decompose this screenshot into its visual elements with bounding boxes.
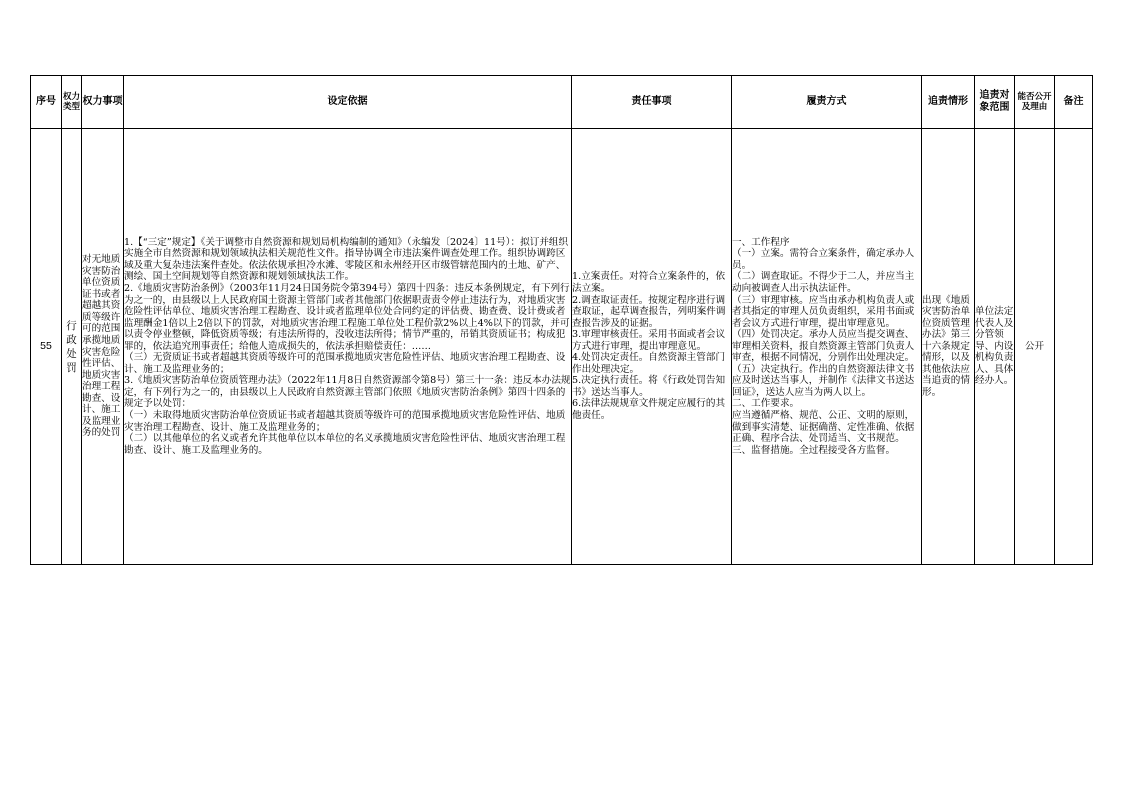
- responsibility-item: 5.决定执行责任。将《行政处罚告知书》送达当事人。: [572, 375, 726, 398]
- header-basis: 设定依据: [124, 76, 572, 129]
- method-item: 一、工作程序: [732, 236, 790, 248]
- responsibility-item: 6.法律法规规章文件规定应履行的其他责任。: [572, 398, 726, 421]
- basis-paragraph: 3.《地质灾害防治单位资质管理办法》（2022年11月8日自然资源部令第8号）第三十一条：违反本办法规定，有下列行为之一的，由县级以上人民政府自然资源主管部门依照《地质灾害防治条例》第四十四条的规定予以处罚：: [124, 375, 571, 410]
- header-method: 履责方式: [732, 76, 922, 129]
- cell-disclosure: 公开: [1015, 129, 1055, 565]
- table-header-row: [31, 76, 1093, 129]
- header-power-type: 权力类型: [62, 76, 82, 129]
- header-circumstance: 追责情形: [922, 76, 975, 129]
- cell-scope: 单位法定代表人及分管领导、内设机构负责人、具体经办人。: [975, 129, 1015, 565]
- method-item: 应当遵循严格、规范、公正、文明的原则，做到事实清楚、证据确凿、定性准确、依据正确、程序合法、处罚适当、文书规范。: [732, 410, 915, 445]
- responsibility-item: 1.立案责任。对符合立案条件的，依法立案。: [572, 271, 726, 294]
- header-responsibility: 责任事项: [572, 76, 732, 129]
- table-row: [31, 129, 1093, 565]
- cell-power-item: 对无地质灾害防治单位资质证书或者超越其资质等级许可的范围承揽地质灾害危险性评估、地质灾害治理工程勘查、设计、施工及监理业务的处罚: [82, 129, 124, 565]
- header-power-item: 权力事项: [82, 76, 124, 129]
- method-item: （三）审理审核。应当由承办机构负责人或者其指定的审理人员负责组织，采用书面或者会议方式进行审理，提出审理意见。: [732, 294, 915, 329]
- method-item: （四）处罚决定。承办人员应当提交调查、审理相关资料，报自然资源主管部门负责人审查，根据不同情况，分别作出处理决定。: [732, 329, 915, 364]
- cell-remarks: [1055, 129, 1093, 565]
- method-item: （五）决定执行。作出的自然资源法律文书应及时送达当事人，并制作《法律文书送达回证》，送达人应当为两人以上。: [732, 363, 915, 398]
- method-item: 三、监督措施。全过程接受各方监督。: [732, 444, 896, 456]
- basis-paragraph: 1.【“三定”规定】《关于调整市自然资源和规划局机构编制的通知》（永编发〔2024〕11号）：拟订并组织实施全市自然资源和规划领域执法相关规范性文件。指导协调全市违法案件调查处理工作。组织协调跨区域及重大复杂违法案件查处。依法依规承担冷水滩、零陵区和永州经开区市级管辖范围内的土地、矿产、测绘、国土空间规划等自然资源和规划领域执法工作。: [124, 236, 569, 283]
- method-item: （二）调查取证。不得少于二人，并应当主动向被调查人出示执法证件。: [732, 271, 915, 294]
- basis-paragraph: 2.《地质灾害防治条例》（2003年11月24日国务院令第394号）第四十四条：违反本条例规定，有下列行为之一的，由县级以上人民政府国土资源主管部门或者其他部门依据职责责令停止违法行为，对地质灾害危险性评估单位、地质灾害治理工程勘查、设计或者监理单位处合同约定的评估费、勘查费、设计费或者监理酬金1倍以上2倍以下的罚款，对地质灾害治理工程施工单位处工程价款2%以上4%以下的罚款，并可以责令停业整顿，降低资质等级；有违法所得的，没收违法所得；情节严重的，吊销其资质证书；构成犯罪的，依法追究刑事责任；给他人造成损失的，依法承担赔偿责任：……: [124, 282, 570, 352]
- header-disclosure: 能否公开及理由: [1015, 76, 1055, 129]
- header-remarks: 备注: [1055, 76, 1093, 129]
- cell-method: [732, 129, 922, 565]
- cell-responsibility: [572, 129, 732, 565]
- basis-paragraph: （一）未取得地质灾害防治单位资质证书或者超越其资质等级许可的范围承揽地质灾害危险性评估、地质灾害治理工程勘查、设计、施工及监理业务的；: [124, 410, 566, 433]
- basis-paragraph: （三）无资质证书或者超越其资质等级许可的范围承揽地质灾害危险性评估、地质灾害治理工程勘查、设计、施工及监理业务的；: [124, 352, 566, 375]
- power-responsibility-table: [30, 75, 1093, 565]
- responsibility-item: 3.审理审核责任。采用书面或者会议方式进行审理，提出审理意见。: [572, 329, 726, 352]
- basis-paragraph: （二）以其他单位的名义或者允许其他单位以本单位的名义承揽地质灾害危险性评估、地质灾害治理工程勘查、设计、施工及监理业务的。: [124, 433, 566, 456]
- header-scope: 追责对象范围: [975, 76, 1015, 129]
- cell-basis: [124, 129, 572, 565]
- responsibility-item: 4.处罚决定责任。自然资源主管部门作出处理决定。: [572, 352, 726, 375]
- header-seq: 序号: [31, 76, 62, 129]
- cell-circumstance: 出现《地质灾害防治单位资质管理办法》第三十六条规定情形，以及其他依法应当追责的情形。: [922, 129, 975, 565]
- responsibility-item: 2.调查取证责任。按规定程序进行调查取证，起草调查报告，列明案件调查报告涉及的证据。: [572, 294, 726, 329]
- method-item: （一）立案。需符合立案条件，确定承办人员。: [732, 248, 915, 271]
- cell-seq: 55: [31, 129, 62, 565]
- method-item: 二、工作要求。: [732, 398, 800, 410]
- cell-power-type: 行政处罚: [62, 129, 82, 565]
